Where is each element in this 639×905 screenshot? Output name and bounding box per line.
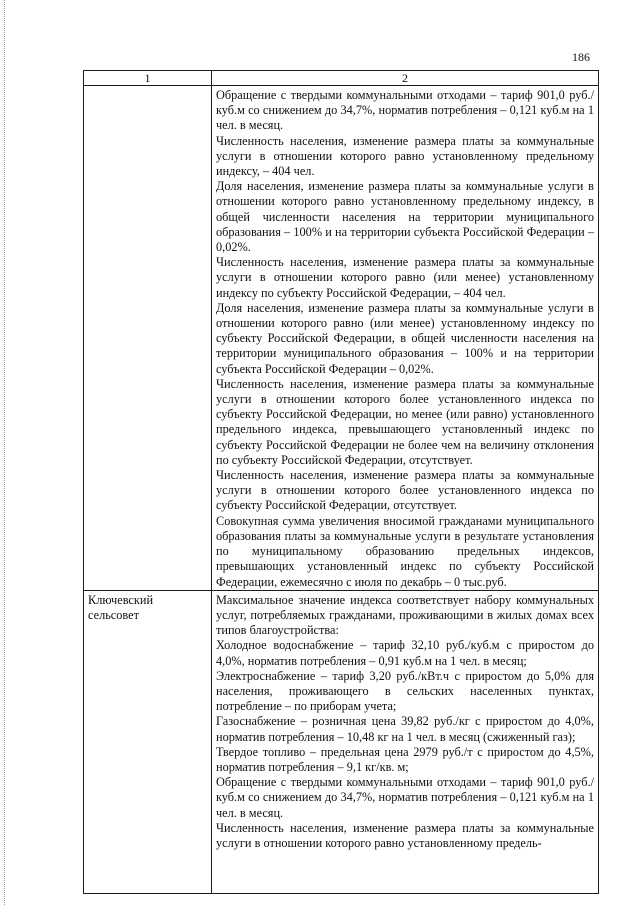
paragraph: Доля населения, изменение размера платы за коммунальные услуги в отношении которого равно (или менее) установленному индексу по субъекту Российской Федерации, в общей численности населения на территории муниципального образования – 100% и на территории субъекта Российской Федерации – 0,02%.: [216, 300, 594, 376]
paragraph: Численность населения, изменение размера платы за коммунальные услуги в отношении которого более установленного индекса по субъекту Российской Федерации, но менее (или равно) установленного предельного индекса, превышающего установленный индекс по субъекту Российской Федерации не более чем на величину отклонения по субъекту Российской Федерации, отсутствует.: [216, 376, 594, 467]
paragraph: Холодное водоснабжение – тариф 32,10 руб./куб.м с приростом до 4,0%, норматив потребления – 0,91 куб.м на 1 чел. в месяц;: [216, 638, 594, 668]
paragraph: Доля населения, изменение размера платы за коммунальные услуги в отношении которого равно установленному предельному индексу, в общей численности населения на территории муниципального образования – 100% и на территории субъекта Российской Федерации – 0,02%.: [216, 179, 594, 255]
paragraph: Электроснабжение – тариф 3,20 руб./кВт.ч с приростом до 5,0% для населения, проживающего в сельских населенных пунктах, потребление – по приборам учета;: [216, 668, 594, 714]
paragraph: Максимальное значение индекса соответствует набору коммунальных услуг, потребляемых гражданами, проживающими в жилых домах всех типов благоустройства:: [216, 592, 594, 638]
paragraph: Численность населения, изменение размера платы за коммунальные услуги в отношении которого равно установленному предель-: [216, 820, 594, 850]
paragraph: Совокупная сумма увеличения вносимой гражданами муниципального образования платы за коммунальные услуги в результате установления по муниципальному образованию предельных индексов, превышающих установленный индекс по субъекту Российской Федерации, ежемесячно с июля по декабрь – 0 тыс.руб.: [216, 513, 594, 589]
description-cell: [212, 590, 599, 893]
paragraph: Численность населения, изменение размера платы за коммунальные услуги в отношении которого равно установленному предельному индексу, – 404 чел.: [216, 133, 594, 179]
data-table: [83, 70, 599, 894]
column-header-2: 2: [212, 71, 599, 86]
table-header-row: [84, 71, 599, 86]
description-content: [216, 593, 594, 893]
column-header-1: 1: [84, 71, 212, 86]
paragraph: Численность населения, изменение размера платы за коммунальные услуги в отношении которого равно (или менее) установленному индексу по субъекту Российской Федерации, – 404 чел.: [216, 255, 594, 300]
municipality-label: Ключевский сельсовет: [84, 590, 212, 893]
paragraph: Обращение с твердыми коммунальными отходами – тариф 901,0 руб./куб.м со снижением до 34,7%, норматив потребления – 0,121 куб.м на 1 чел. в месяц.: [216, 88, 594, 133]
scan-edge-line: [4, 0, 5, 905]
paragraph: Газоснабжение – розничная цена 39,82 руб./кг с приростом до 4,0%, норматив потребления – 10,48 кг на 1 чел. в месяц (сжиженный газ);: [216, 714, 594, 744]
page-number: 186: [572, 50, 590, 64]
municipality-label: [84, 86, 212, 591]
table-row: [84, 590, 599, 893]
description-cell: [212, 86, 599, 591]
paragraph: Обращение с твердыми коммунальными отходами – тариф 901,0 руб./куб.м со снижением до 34,7%, норматив потребления – 0,121 куб.м на 1 чел. в месяц.: [216, 775, 594, 820]
paragraph: Твердое топливо – предельная цена 2979 руб./т с приростом до 4,5%, норматив потребления – 9,1 кг/кв. м;: [216, 744, 594, 774]
table-row: [84, 86, 599, 591]
paragraph: Численность населения, изменение размера платы за коммунальные услуги в отношении которого более установленного индекса по субъекту Российской Федерации, отсутствует.: [216, 468, 594, 513]
